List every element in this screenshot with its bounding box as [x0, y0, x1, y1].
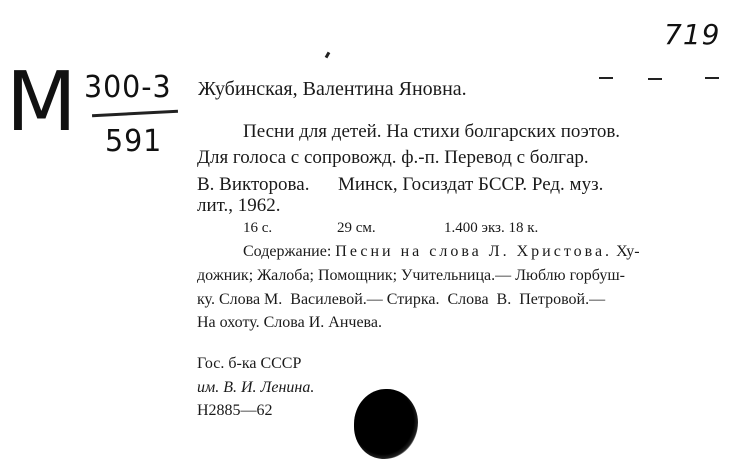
author-heading: Жубинская, Валентина Яновна. — [198, 78, 467, 100]
title-line-3: В. Викторова. Минск, Госиздат БССР. Ред. муз. — [197, 174, 604, 195]
collation-copies-price: 1.400 экз. 18 к. — [444, 220, 539, 236]
cipher-underline — [92, 110, 178, 117]
title-line-4: лит., 1962. — [197, 195, 281, 216]
contents-spaced: Песни на слова Л. Христова. — [335, 243, 613, 260]
contents-continuation: Ху- — [616, 243, 640, 260]
cipher-top: 300-3 — [84, 70, 172, 105]
contents-line-3: ку. Слова М. Василевой.— Стирка. Слова В. Петровой.— — [197, 291, 606, 308]
rule-dash-3 — [705, 77, 719, 79]
rule-dash-2 — [648, 78, 662, 80]
contents-line-1 — [243, 242, 640, 262]
collation-pages: 16 с. — [243, 220, 273, 236]
rule-dash-1 — [599, 77, 613, 79]
handwritten-number: 719 — [664, 18, 721, 51]
contents-label: Содержание: — [243, 243, 332, 260]
contents-line-2: дожник; Жалоба; Помощник; Учительница.— Люблю горбуш- — [197, 267, 625, 284]
punch-hole — [354, 389, 418, 459]
cipher-bottom: 591 — [105, 124, 163, 159]
title-line-2: Для голоса с сопровожд. ф.-п. Перевод с болгар. — [197, 147, 589, 168]
cipher-letter: M — [6, 55, 78, 150]
collation-size: 29 см. — [337, 220, 376, 236]
library-line-1: Гос. б-ка СССР — [197, 355, 302, 372]
stray-mark — [325, 52, 331, 59]
title-line-1: Песни для детей. На стихи болгарских поэтов. — [243, 121, 621, 142]
contents-line-4: На охоту. Слова И. Анчева. — [197, 314, 382, 331]
library-line-2: им. В. И. Ленина. — [197, 379, 315, 396]
library-line-3: Н2885—62 — [197, 402, 273, 419]
